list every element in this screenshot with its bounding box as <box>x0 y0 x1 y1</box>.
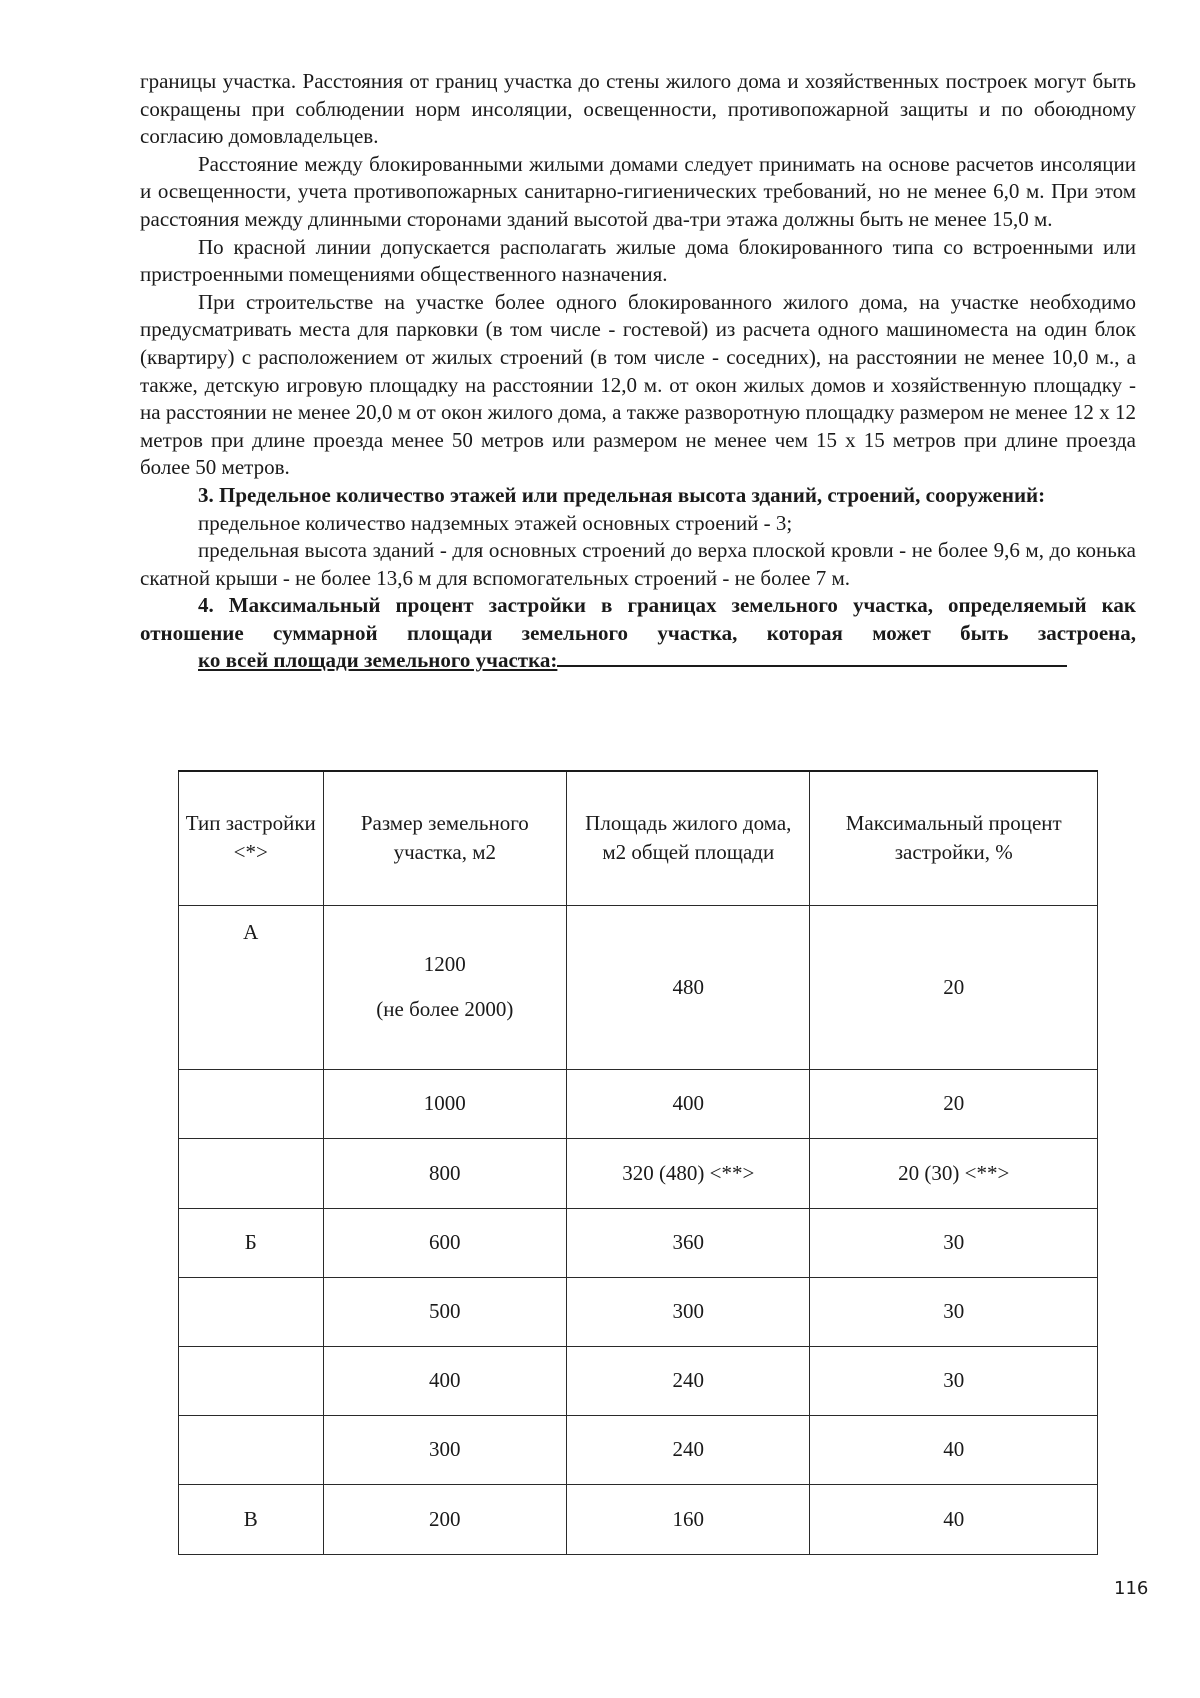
cell-plot-size: 1000 <box>323 1069 567 1138</box>
cell-plot-size: 800 <box>323 1138 567 1208</box>
table-row <box>179 1277 1098 1346</box>
header-max-percent: Максимальный процент застройки, % <box>810 771 1098 905</box>
cell-max-percent: 30 <box>810 1346 1098 1415</box>
document-body <box>140 68 1136 675</box>
cell-house-area: 360 <box>567 1208 810 1277</box>
paragraph-3: По красной линии допускается располагать жилые дома блокированного типа со встроенными или пристроенными помещениями общественного назначения. <box>140 234 1136 287</box>
paragraph-6: предельная высота зданий - для основных строений до верха плоской кровли - не более 9,6 м, до конька скатной крыши - не более 13,6 м для вспомогательных строений - не более 7 м. <box>140 538 1136 590</box>
table-row <box>179 1069 1098 1138</box>
cell-max-percent: 30 <box>810 1208 1098 1277</box>
header-plot-size: Размер земельного участка, м2 <box>323 771 567 905</box>
table-header-row <box>179 771 1098 905</box>
table-row <box>179 1138 1098 1208</box>
cell-max-percent: 40 <box>810 1484 1098 1554</box>
heading-section-4 <box>140 592 1136 675</box>
cell-type <box>179 1415 324 1484</box>
heading-section-4-tail: ко всей площади земельного участка: <box>198 648 558 673</box>
paragraph-4: При строительстве на участке более одного блокированного жилого дома, на участке необходимо предусматривать места для парковки (в том числе - гостевой) из расчета одного машиноместа на один блок (квартиру) с расположением от жилых строений (в том числе - соседних), на расстоянии не менее 10,0 м., а также, детскую игровую площадку на расстоянии 12,0 м. от окон жилых домов и хозяйственную площадку - на расстоянии не менее 20,0 м от окон жилого дома, а также разворотную площадку размером не менее 12 х 12 метров при длине проезда менее 50 метров или размером не менее чем 15 х 15 метров при длине проезда более 50 метров. <box>140 289 1136 480</box>
header-house-area: Площадь жилого дома, м2 общей площади <box>567 771 810 905</box>
cell-max-percent: 20 (30) <**> <box>810 1138 1098 1208</box>
cell-house-area: 300 <box>567 1277 810 1346</box>
cell-type <box>179 1346 324 1415</box>
cell-plot-size-note: (не более 2000) <box>376 997 514 1021</box>
cell-plot-size: 400 <box>323 1346 567 1415</box>
cell-type <box>179 1069 324 1138</box>
cell-house-area: 320 (480) <**> <box>567 1138 810 1208</box>
cell-type <box>179 1138 324 1208</box>
cell-plot-size <box>323 905 567 1069</box>
cell-type <box>179 1277 324 1346</box>
cell-max-percent: 40 <box>810 1415 1098 1484</box>
table-row <box>179 1484 1098 1554</box>
cell-house-area: 400 <box>567 1069 810 1138</box>
cell-type: Б <box>179 1208 324 1277</box>
cell-type: А <box>179 905 324 1069</box>
cell-max-percent: 30 <box>810 1277 1098 1346</box>
underline-rule <box>557 663 1067 667</box>
cell-plot-size: 200 <box>323 1484 567 1554</box>
cell-house-area: 480 <box>567 905 810 1069</box>
cell-max-percent: 20 <box>810 905 1098 1069</box>
cell-house-area: 240 <box>567 1346 810 1415</box>
table-row <box>179 1346 1098 1415</box>
cell-plot-size-value: 1200 <box>423 952 466 976</box>
table-row <box>179 905 1098 1069</box>
paragraph-1: границы участка. Расстояния от границ участка до стены жилого дома и хозяйственных построек могут быть сокращены при соблюдении норм инсоляции, освещенности, противопожарной защиты и по обоюдному согласию домовладельцев. <box>140 69 1136 149</box>
cell-plot-size: 600 <box>323 1208 567 1277</box>
heading-section-3: 3. Предельное количество этажей или предельная высота зданий, строений, сооружений: <box>198 482 1046 507</box>
paragraph-2: Расстояние между блокированными жилыми домами следует принимать на основе расчетов инсоляции и освещенности, учета противопожарных санитарно-гигиенических требований, но не менее 6,0 м. При этом расстояния между длинными сторонами зданий высотой два-три этажа должны быть не менее 15,0 м. <box>140 151 1136 231</box>
cell-house-area: 240 <box>567 1415 810 1484</box>
cell-plot-size: 500 <box>323 1277 567 1346</box>
cell-type: В <box>179 1484 324 1554</box>
cell-house-area: 160 <box>567 1484 810 1554</box>
table-row <box>179 1208 1098 1277</box>
header-type: Тип застройки <*> <box>179 771 324 905</box>
cell-max-percent: 20 <box>810 1069 1098 1138</box>
cell-plot-size: 300 <box>323 1415 567 1484</box>
table-row <box>179 1415 1098 1484</box>
paragraph-5: предельное количество надземных этажей основных строений - 3; <box>198 510 793 535</box>
building-density-table <box>178 770 1098 1555</box>
page-number: 116 <box>1114 1578 1149 1599</box>
heading-section-4-main: 4. Максимальный процент застройки в границах земельного участка, определяемый как отношение суммарной площади земельного участка, которая может быть застроена, <box>140 593 1136 645</box>
